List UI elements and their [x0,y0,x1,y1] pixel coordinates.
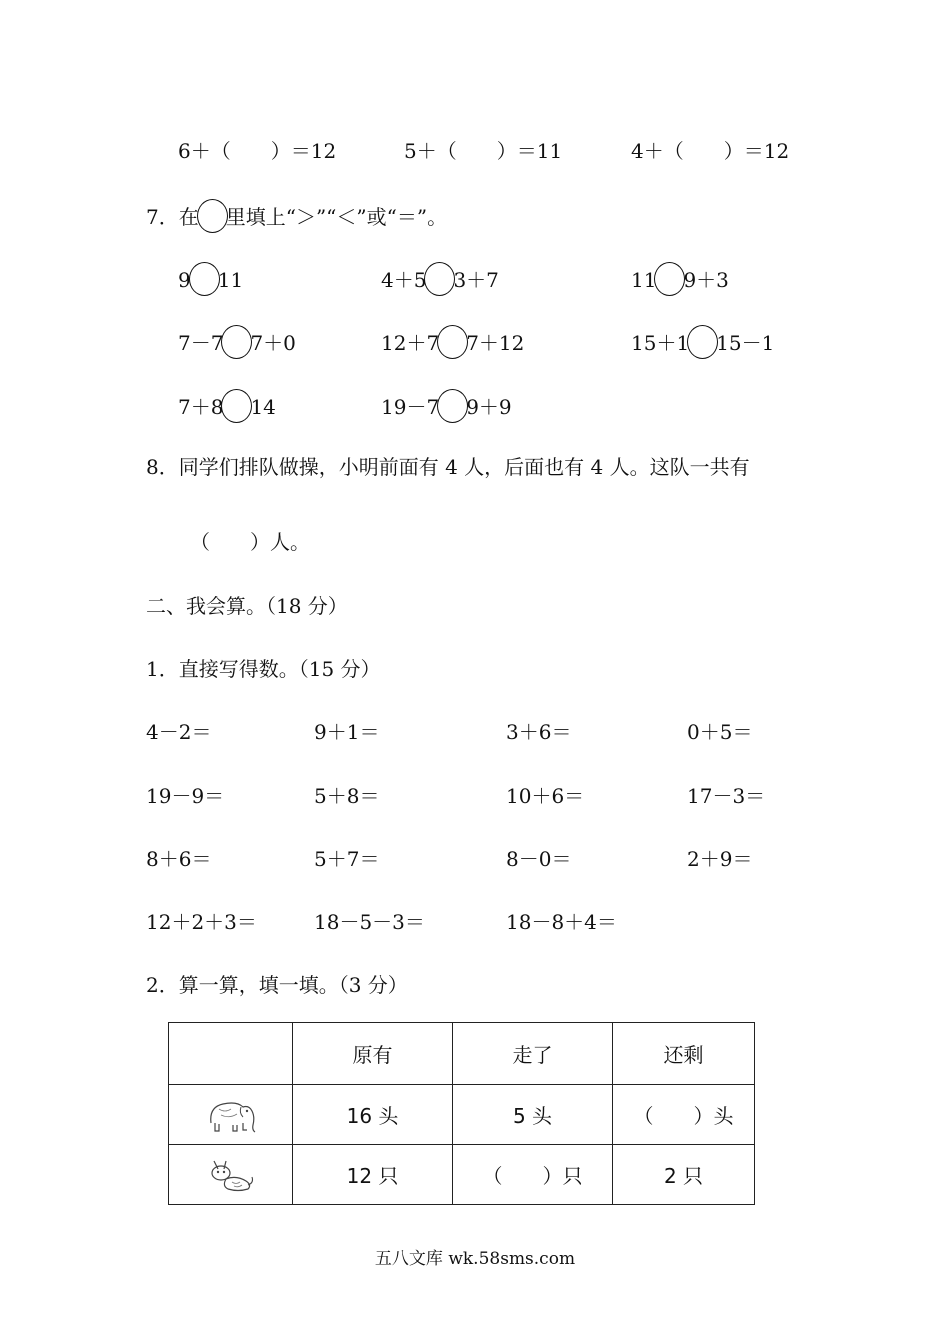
calc-item[interactable]: 3＋6＝ [506,720,572,744]
q6-item-1: 6＋（ ）＝12 [178,139,337,163]
calc-item[interactable]: 18－5－3＝ [314,910,425,934]
compare-circle[interactable] [221,389,252,423]
table-cell: 16 头 [293,1085,453,1145]
compare-right: 3＋7 [453,268,499,292]
table-cell-answer[interactable]: （ ）头 [613,1085,755,1145]
table-cell: 12 只 [293,1145,453,1205]
compare-left: 15＋1 [631,331,690,355]
calc-item[interactable]: 18－8＋4＝ [506,910,617,934]
calc-item[interactable]: 8＋6＝ [146,847,212,871]
compare-circle[interactable] [189,262,220,296]
compare-circle[interactable] [437,325,468,359]
compare-circle[interactable] [687,325,718,359]
q7-prompt [146,199,447,233]
compare-circle[interactable] [437,389,468,423]
table-cell-answer[interactable]: （ ）只 [453,1145,613,1205]
compare-item [178,325,296,359]
compare-item [178,262,243,296]
section2-title: 二、我会算。（18 分） [146,594,348,618]
compare-left: 11 [631,268,657,292]
table-header-cell: 原有 [293,1023,453,1085]
calc-item[interactable]: 2＋9＝ [687,847,753,871]
answer-circle-icon [197,199,228,233]
calc-item[interactable]: 4－2＝ [146,720,212,744]
q7-prompt-before: 7．在 [146,205,199,229]
compare-item [381,262,499,296]
section2-sub2: 2．算一算，填一填。（3 分） [146,973,408,997]
compare-item [631,325,774,359]
table-header-row [169,1023,755,1085]
compare-left: 12＋7 [381,331,440,355]
table-cell: 2 只 [613,1145,755,1205]
compare-right: 9＋9 [466,395,512,419]
calc-item[interactable]: 17－3＝ [687,784,766,808]
compare-circle[interactable] [424,262,455,296]
compare-left: 19－7 [381,395,440,419]
animals-table [168,1022,755,1205]
compare-right: 7＋12 [466,331,525,355]
compare-item [381,325,524,359]
calc-item[interactable]: 5＋8＝ [314,784,380,808]
table-row [169,1145,755,1205]
cat-icon [206,1155,256,1195]
section2-sub1: 1．直接写得数。（15 分） [146,657,381,681]
compare-item [178,389,276,423]
table-cell-animal [169,1145,293,1205]
compare-circle[interactable] [654,262,685,296]
footer-watermark: 五八文库 wk.58sms.com [374,1249,576,1269]
table-row [169,1085,755,1145]
compare-item [381,389,512,423]
compare-left: 4＋5 [381,268,427,292]
calc-item[interactable]: 9＋1＝ [314,720,380,744]
calc-item[interactable]: 0＋5＝ [687,720,753,744]
compare-right: 11 [217,268,244,292]
compare-item [631,262,729,296]
compare-left: 7＋8 [178,395,224,419]
compare-left: 7－7 [178,331,224,355]
compare-right: 7＋0 [250,331,296,355]
compare-left: 9 [178,268,191,292]
calc-item[interactable]: 8－0＝ [506,847,572,871]
table-header-cell [169,1023,293,1085]
q6-item-3: 4＋（ ）＝12 [631,139,790,163]
compare-right: 15－1 [716,331,775,355]
compare-right: 14 [250,395,276,419]
elephant-icon [203,1095,259,1135]
q6-item-2: 5＋（ ）＝11 [404,139,563,163]
calc-item[interactable]: 12＋2＋3＝ [146,910,257,934]
table-header-cell: 还剩 [613,1023,755,1085]
table-cell: 5 头 [453,1085,613,1145]
table-cell-animal [169,1085,293,1145]
calc-item[interactable]: 19－9＝ [146,784,225,808]
calc-item[interactable]: 10＋6＝ [506,784,585,808]
q8-line2[interactable]: （ ）人。 [190,530,310,554]
q8-line1: 8．同学们排队做操，小明前面有 4 人，后面也有 4 人。这队一共有 [146,455,750,479]
calc-item[interactable]: 5＋7＝ [314,847,380,871]
compare-circle[interactable] [221,325,252,359]
compare-right: 9＋3 [683,268,729,292]
table-header-cell: 走了 [453,1023,613,1085]
q7-prompt-after: 里填上“＞”“＜”或“＝”。 [225,205,448,229]
